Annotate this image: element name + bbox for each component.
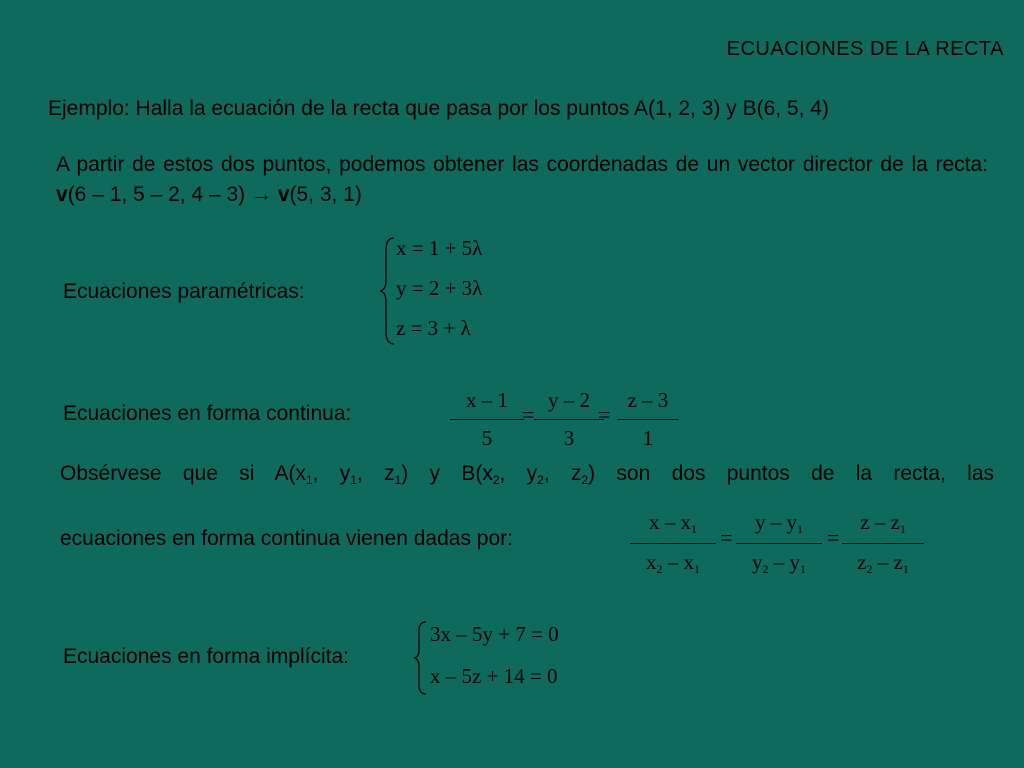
paragraph-text-2: (6 – 1, 5 – 2, 4 – 3) (67, 183, 251, 206)
continuous-fraction-z (617, 388, 679, 451)
equals-sign: = (522, 402, 535, 427)
left-brace-icon (412, 620, 430, 696)
vector-symbol: v (56, 183, 68, 206)
parametric-equation-z: z = 3 + λ (396, 316, 471, 340)
fraction-denominator: 1 (642, 426, 654, 450)
implicit-equation-2: x – 5z + 14 = 0 (430, 664, 558, 688)
fraction-numerator: y – $y_1$ (755, 510, 803, 536)
fraction-denominator: $y_2 - y_1$ (752, 550, 806, 576)
fraction-denominator: 5 (481, 426, 493, 450)
paragraph-text-1: A partir de estos dos puntos, podemos obtener las coordenadas de un vector director de la recta: (56, 153, 988, 176)
fraction-denominator: $x_2 - x_1$ (646, 550, 700, 576)
implicit-label: Ecuaciones en forma implícita: (63, 645, 349, 668)
fraction-bar (630, 543, 716, 544)
parametric-equation-x: x = 1 + 5λ (396, 236, 483, 260)
parametric-system (396, 236, 536, 346)
equals-sign: = (598, 402, 611, 427)
fraction-numerator: z – $z_1$ (860, 510, 906, 536)
director-vector-paragraph (56, 150, 988, 210)
implicit-equation-1: 3x – 5y + 7 = 0 (430, 622, 559, 646)
fraction-denominator: 3 (563, 426, 575, 450)
fraction-bar (450, 419, 524, 420)
fraction-numerator: x – $x_1$ (649, 510, 697, 536)
fraction-bar (736, 543, 822, 544)
fraction-numerator: z – 3 (627, 388, 669, 412)
fraction-numerator: x – 1 (466, 388, 508, 412)
example-statement: Ejemplo: Halla la ecuación de la recta que pasa por los puntos A(1, 2, 3) y B(6, 5, 4) (48, 97, 829, 120)
observation-line-1: Obsérvese que si $A(x_1$, $y_1$, $z_1$) y $B(x_2$, $y_2$, $z_2$) son dos puntos de la recta, las (60, 462, 994, 487)
fraction-bar (617, 419, 679, 420)
general-fraction-y (736, 510, 822, 577)
general-fraction-z (842, 510, 924, 577)
observation-line-2: ecuaciones en forma continua vienen dadas por: (60, 527, 513, 550)
paragraph-text-3: (5, 3, 1) (289, 183, 362, 206)
arrow-icon: → (250, 183, 272, 206)
equals-sign: = (827, 525, 840, 550)
page-title: ECUACIONES DE LA RECTA (726, 38, 1004, 60)
parametric-equation-y: y = 2 + 3λ (396, 276, 483, 300)
general-fraction-x (630, 510, 716, 577)
fraction-numerator: y – 2 (548, 388, 590, 412)
fraction-bar (842, 543, 924, 544)
fraction-bar (534, 419, 604, 420)
implicit-system (430, 622, 610, 698)
equals-sign: = (720, 525, 733, 550)
parametric-label: Ecuaciones paramétricas: (63, 280, 305, 303)
continuous-label: Ecuaciones en forma continua: (63, 402, 352, 425)
continuous-fraction-y (534, 388, 604, 451)
vector-symbol: v (277, 183, 290, 206)
fraction-denominator: $z_2 - z_1$ (857, 550, 909, 576)
continuous-fraction-x (450, 388, 524, 451)
left-brace-icon (378, 236, 398, 346)
